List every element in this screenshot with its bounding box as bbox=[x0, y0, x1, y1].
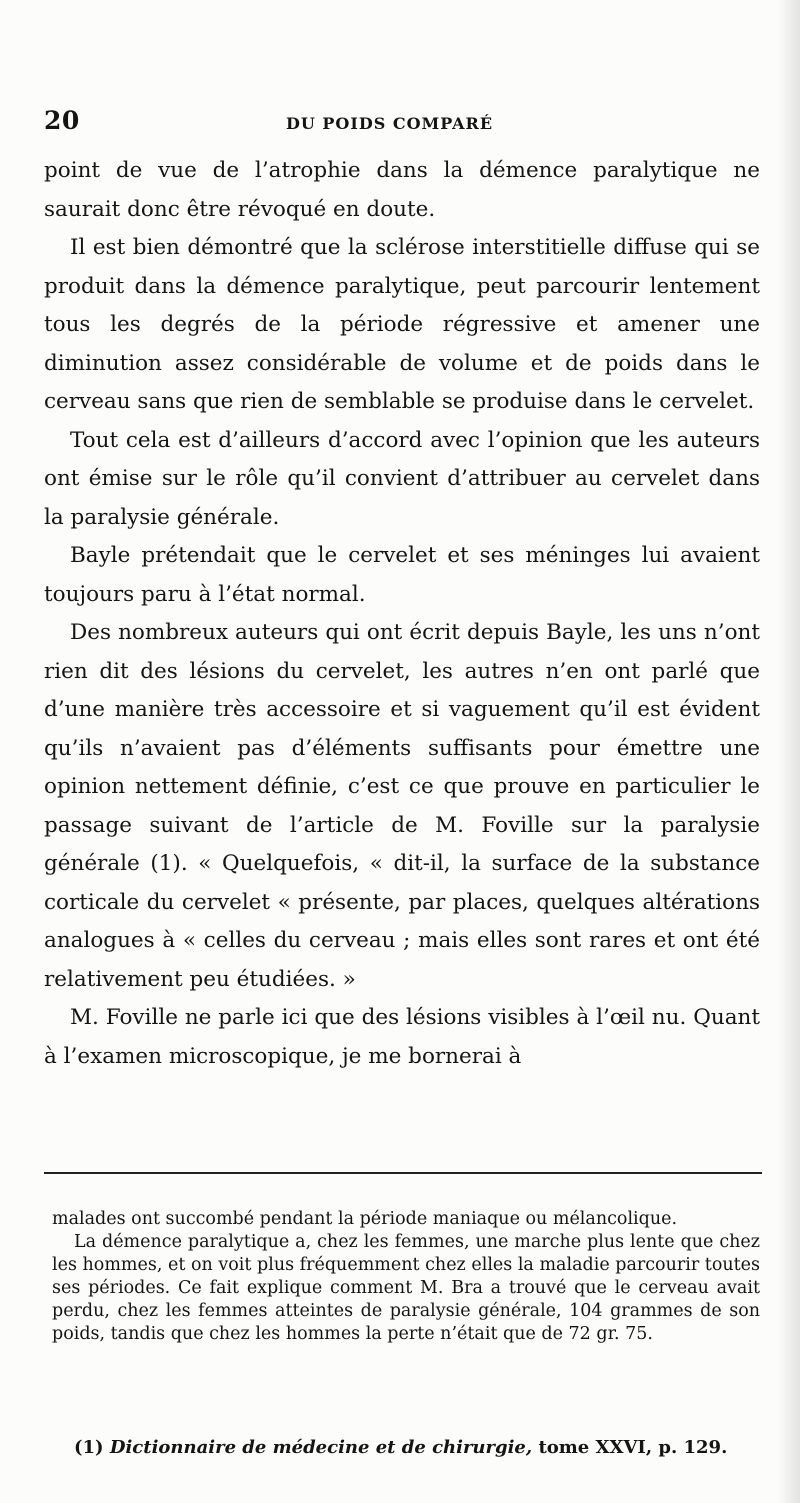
paragraph-microscopic: M. Foville ne parle ici que des lésions visibles à l’œil nu. Quant à l’examen microscopique, je me bornerai à bbox=[44, 1005, 760, 1069]
page-number: 20 bbox=[44, 106, 80, 135]
citation-work-title: Dictionnaire de médecine et de chirurgie, bbox=[109, 1437, 533, 1458]
running-title: DU POIDS COMPARÉ bbox=[286, 114, 494, 133]
footnote-marker: (1) bbox=[74, 1437, 104, 1458]
citation-volume: tome XXVI, p. 129. bbox=[538, 1437, 728, 1458]
footnotes bbox=[52, 1208, 760, 1346]
paragraph-opinion: Tout cela est d’ailleurs d’accord avec l’opinion que les auteurs ont émise sur le rôle qu’il convient d’attribuer au cervelet dans la paralysie générale. bbox=[44, 427, 760, 530]
paragraph-foville-quote: Des nombreux auteurs qui ont écrit depuis Bayle, les uns n’ont rien dit des lésions du cervelet, les autres n’en ont parlé que d’une manière très accessoire et si vaguement qu’il est évident qu’ils n’avaient pas d’éléments suffisants pour émettre une opinion nettement définie, c’est ce que prouve en particulier le passage suivant de l’article de M. Foville sur la paralysie générale (1). « Quelquefois, « dit-il, la surface de la substance corticale du cervelet « présente, par places, quelques altérations analogues à « celles du cerveau ; mais elles sont rares et ont été relativement peu étudiées. » bbox=[44, 620, 760, 992]
main-text bbox=[44, 152, 760, 1076]
paragraph-sclerose: Il est bien démontré que la sclérose interstitielle diffuse qui se produit dans la démence paralytique, peut parcourir lentement tous les degrés de la période régressive et amener une diminution assez considérable de volume et de poids dans le cerveau sans que rien de semblable se produise dans le cervelet. bbox=[44, 235, 760, 414]
footnote-continued: malades ont succombé pendant la période maniaque ou mélancolique. bbox=[52, 1209, 678, 1229]
footnote-paragraph: La démence paralytique a, chez les femmes, une marche plus lente que chez les hommes, et on voit plus fréquemment chez elles la maladie parcourir toutes ses périodes. Ce fait explique comment M. Bra a trouvé que le cerveau avait perdu, chez les femmes atteintes de paralysie générale, 104 grammes de son poids, tandis que chez les hommes la perte n’était que de 72 gr. 75. bbox=[52, 1232, 760, 1344]
paragraph-continued: point de vue de l’atrophie dans la démence paralytique ne saurait donc être révoqué en doute. bbox=[44, 158, 760, 222]
paragraph-bayle: Bayle prétendait que le cervelet et ses méninges lui avaient toujours paru à l’état normal. bbox=[44, 543, 760, 607]
footnote-separator bbox=[44, 1172, 762, 1174]
footnote-citation bbox=[74, 1436, 764, 1460]
page-edge-shadow bbox=[778, 0, 800, 1503]
page-header bbox=[44, 106, 764, 136]
